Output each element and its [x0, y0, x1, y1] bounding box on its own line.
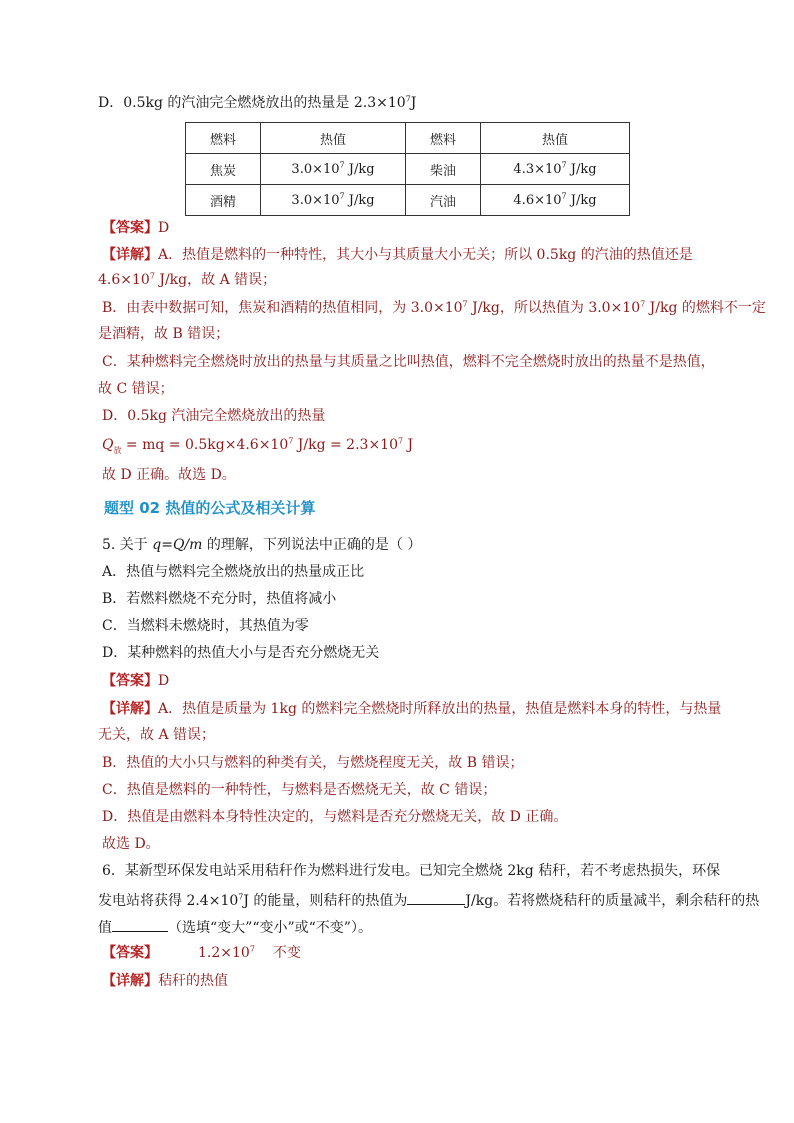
q4-detail-b-line1: B．由表中数据可知，焦炭和酒精的热值相同，为 $3.0\times 10^7$ J/kg，所以热值为 $3.0\times 10^7$ J/kg 的燃料不一定	[102, 299, 766, 316]
q6-stem-line2: 发电站将获得 $2.4\times 10^7J$ 的能量，则秸秆的热值为 J/kg。若将燃烧秸秆的质量减半，剩余秸秆的热	[98, 890, 759, 910]
q5-option-c: C．当燃料未燃烧时，其热值为零	[102, 618, 309, 634]
q4-detail-b-line2: 是酒精，故 B 错误；	[98, 326, 230, 342]
answer-blank-1[interactable]	[407, 890, 465, 905]
q5-answer: 【答案】D	[102, 673, 170, 689]
table-cell-fuel: 酒精	[186, 185, 261, 216]
q6-detail: 【详解】秸秆的热值	[102, 973, 228, 989]
table-cell-value: $4.6\times 10^7$ J/kg	[481, 185, 630, 216]
q4-detail-c-line2: 故 C 错误；	[98, 381, 174, 397]
q4-option-d: D．0.5kg 的汽油完全燃烧放出的热量是 $2.3\times 10^7J$	[98, 94, 417, 111]
q4-detail-d: D．0.5kg 汽油完全燃烧放出的热量	[102, 408, 326, 424]
q5-detail-a-line2: 无关，故 A 错误；	[98, 727, 216, 743]
q6-stem-line1: 6．某新型环保发电站采用秸秆作为燃料进行发电。已知完全燃烧 2kg 秸秆，若不考虑热损失，环保	[102, 863, 721, 879]
table-cell-fuel: 柴油	[406, 154, 481, 185]
q4-detail-a-line1: 【详解】A．热值是燃料的一种特性，其大小与其质量大小无关；所以 0.5kg 的汽油的热值还是	[102, 247, 693, 263]
q5-conclusion: 故选 D。	[102, 836, 160, 852]
table-header-cell: 热值	[261, 123, 406, 154]
q5-detail-b: B．热值的大小只与燃料的种类有关，与燃烧程度无关，故 B 错误；	[102, 755, 524, 771]
q4-answer: 【答案】D	[102, 220, 170, 236]
q4-conclusion: 故 D 正确。故选 D。	[102, 467, 236, 483]
q4-formula: $Q_放$ = mq = $0.5kg\times 4.6\times 10^7$ $J/kg = 2.3\times 10^7$ J	[102, 436, 414, 455]
table-header-cell: 燃料	[186, 123, 261, 154]
q5-detail-d: D．热值是由燃料本身特性决定的，与燃料是否充分燃烧无关，故 D 正确。	[102, 809, 568, 825]
table-cell-fuel: 汽油	[406, 185, 481, 216]
table-cell-value: $3.0\times 10^7$ J/kg	[261, 185, 406, 216]
table-header-row	[186, 123, 630, 154]
q6-stem-line3: 值 （选填“变大”“变小”或“不变”）。	[98, 917, 372, 937]
table-cell-value: $4.3\times 10^7$ J/kg	[481, 154, 630, 185]
q6-answer: 【答案】 $1.2\times 10^7$ 不变	[102, 944, 301, 961]
q5-detail-a-line1: 【详解】A．热值是质量为 1kg 的燃料完全燃烧时所释放出的热量，热值是燃料本身的特性，与热量	[102, 701, 722, 717]
table-row	[186, 185, 630, 216]
q5-detail-c: C．热值是燃料的一种特性，与燃料是否燃烧无关，故 C 错误；	[102, 782, 497, 798]
table-header-cell: 燃料	[406, 123, 481, 154]
section-heading: 题型 02 热值的公式及相关计算	[104, 499, 316, 517]
table-row	[186, 154, 630, 185]
q4-detail-a-line2: $4.6\times 10^7$ J/kg，故 A 错误；	[98, 271, 277, 288]
table-cell-value: $3.0\times 10^7$ J/kg	[261, 154, 406, 185]
answer-blank-2[interactable]	[112, 917, 168, 932]
q4-detail-c-line1: C．某种燃料完全燃烧时放出的热量与其质量之比叫热值，燃料不完全燃烧时放出的热量不是热值，	[102, 354, 715, 370]
fuel-heat-value-table	[185, 122, 630, 216]
q5-option-a: A．热值与燃料完全燃烧放出的热量成正比	[102, 564, 365, 580]
q5-stem: 5. 关于 q=Q/m 的理解，下列说法中正确的是（ ）	[102, 537, 422, 553]
table-header-cell: 热值	[481, 123, 630, 154]
q5-option-b: B．若燃料燃烧不充分时，热值将减小	[102, 591, 337, 607]
table-cell-fuel: 焦炭	[186, 154, 261, 185]
q5-option-d: D．某种燃料的热值大小与是否充分燃烧无关	[102, 645, 380, 661]
